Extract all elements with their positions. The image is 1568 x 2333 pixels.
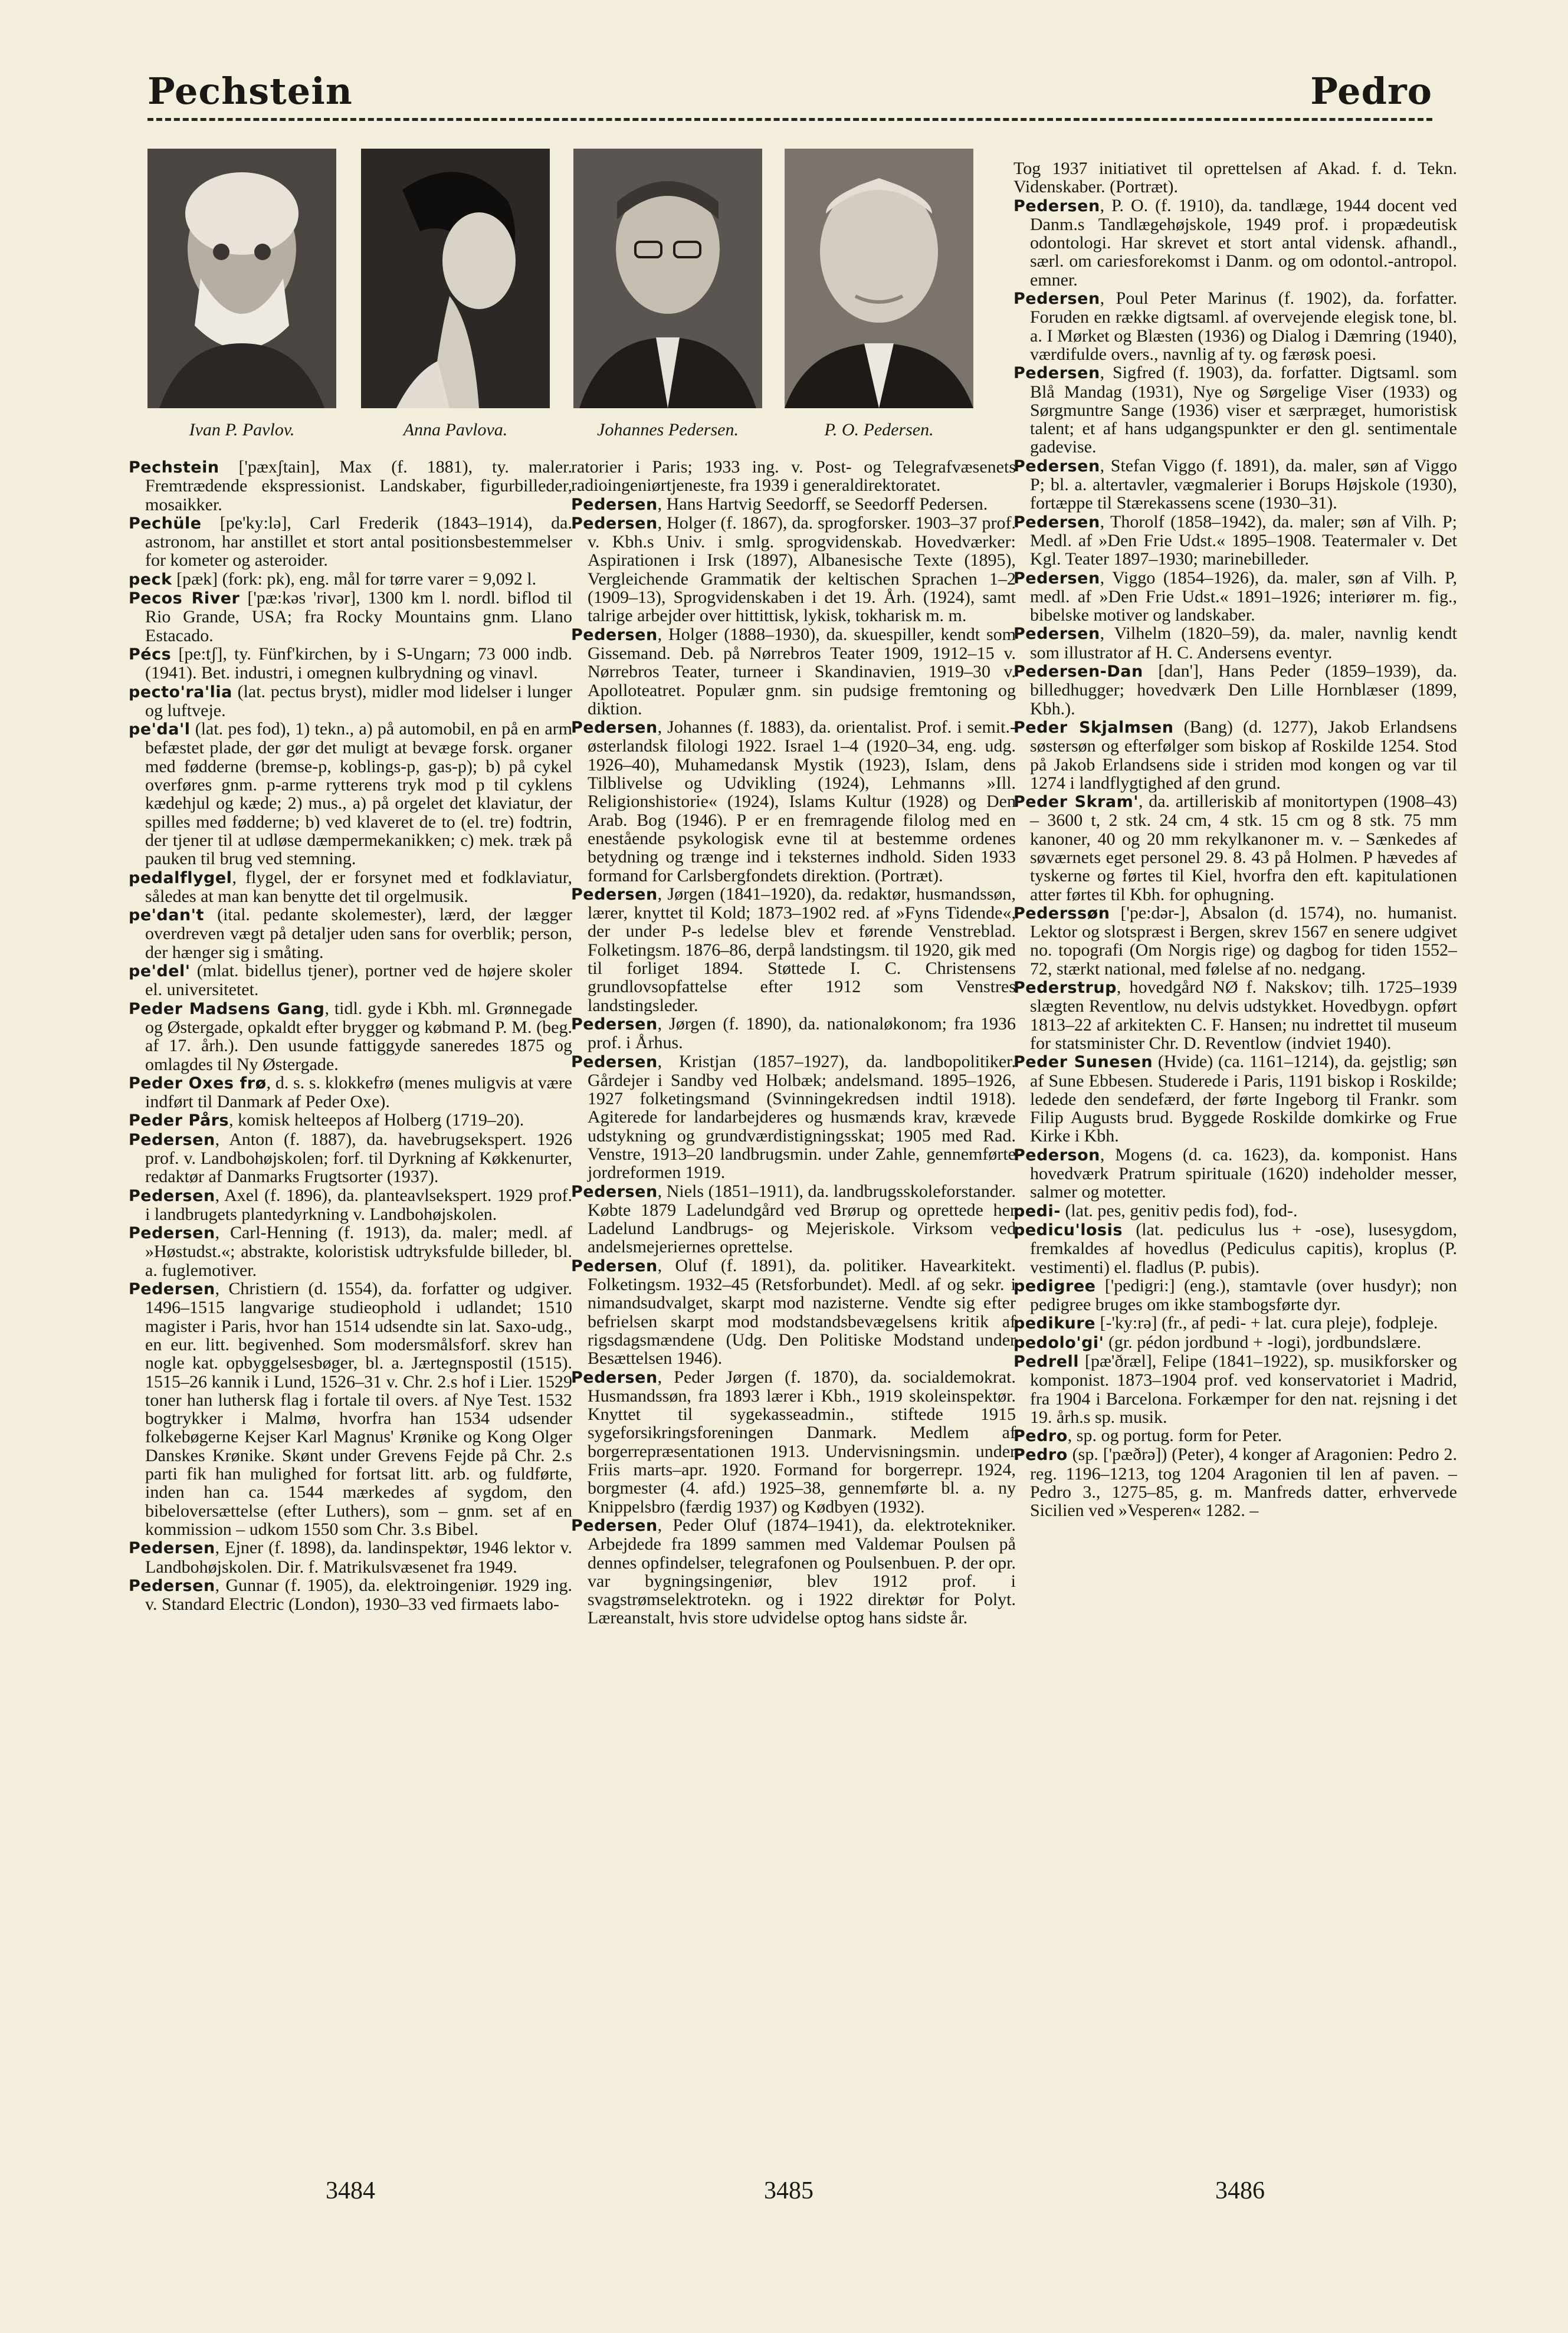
- entry-body: (mlat. bidellus tjener), portner ved de højere skoler el. universitetet.: [145, 961, 572, 1000]
- dictionary-entry: [571, 1052, 1016, 1182]
- entry-body: [pæk] (fork: pk), eng. mål for tørre varer = 9,092 l.: [172, 569, 537, 589]
- entry-body: , Holger (1888–1930), da. skuespiller, kendt som Gissemand. Deb. på Nørrebros Teater 1909, 1912–15 v. Nørrebros Teater, turneer i Skandinavien, 1919–30 v. Apolloteatret. Populær gnm. sin pudsige fremtoning og diktion.: [588, 624, 1016, 718]
- entry-body: , Vilhelm (1820–59), da. maler, navnlig kendt som illustrator af H. C. Andersens eventyr.: [1030, 624, 1457, 662]
- dictionary-entry: [129, 868, 572, 906]
- dictionary-entry: Tog 1937 initiativet til oprettelsen af Akad. f. d. Tekn. Videnskaber. (Portræt).: [1013, 159, 1457, 197]
- entry-headword: Pedersen: [129, 1280, 215, 1299]
- entry-headword: Pedersen: [129, 1130, 215, 1149]
- entry-headword: Pedro: [1013, 1427, 1068, 1446]
- portrait-photo-j-pedersen: [573, 149, 762, 408]
- entry-headword: Pedersen: [571, 495, 658, 514]
- entry-headword: pedicu'losis: [1013, 1220, 1123, 1239]
- entry-headword: pedalflygel: [129, 868, 232, 887]
- entry-headword: pedikure: [1013, 1314, 1096, 1333]
- dictionary-entry: [129, 720, 572, 868]
- portrait-photo-icon: [785, 149, 973, 408]
- dictionary-entry: [571, 718, 1016, 885]
- entry-headword: Pedersen: [1013, 196, 1100, 215]
- entry-body: , Poul Peter Marinus (f. 1902), da. forfatter. Foruden en række digtsaml. af overvejende elegisk tone, bl. a. I Mørket og Blæsten (1936) og Dialog i Dæmring (1940), værdifulde overs., navnlig af ty. og færøsk poesi.: [1030, 288, 1457, 364]
- header-rule: [147, 118, 1432, 121]
- entry-body: (lat. pes, genitiv pedis fod), fod-.: [1060, 1200, 1298, 1220]
- entry-headword: Pedersen: [571, 1256, 658, 1275]
- entry-headword: Pécs: [129, 645, 172, 664]
- entry-headword: Pechstein: [129, 458, 219, 477]
- portrait-row: [147, 149, 973, 420]
- dictionary-entry: [129, 1538, 572, 1576]
- entry-headword: Pederssøn: [1013, 904, 1110, 923]
- entry-headword: Pedersen: [571, 1182, 658, 1201]
- text-column-1: [129, 458, 572, 2133]
- entry-headword: Pedersen: [1013, 513, 1100, 531]
- dictionary-entry: [1013, 1352, 1457, 1426]
- dictionary-entry: [571, 1368, 1016, 1516]
- entry-body: , Anton (f. 1887), da. havebrugsekspert. 1926 prof. v. Landbohøjskolen; forf. til Dyrkning af Køkkenurter, redaktør af Danmarks Frugtsorter (1937).: [145, 1129, 572, 1187]
- entry-headword: Pedersen-Dan: [1013, 662, 1143, 681]
- entry-headword: Pedersen: [571, 1052, 658, 1071]
- photo-caption: Ivan P. Pavlov.: [189, 420, 295, 439]
- entry-body: , Sigfred (f. 1903), da. forfatter. Digtsaml. som Blå Mandag (1931), Nye og Sørgelige Viser (1933) og Sørgmuntre Sange (1936) viser et særpræget, humoristisk talent; et af hans udgangspunkter er den gl. sentimentale gadevise.: [1030, 363, 1457, 457]
- portrait-photo-pavlov: [147, 149, 336, 408]
- dictionary-entry: [571, 1516, 1016, 1627]
- dictionary-entry: [129, 589, 572, 645]
- entry-headword: peck: [129, 570, 172, 589]
- entry-body: ['pæxʃtain], Max (f. 1881), ty. maler. Fremtrædende ekspressionist. Landskaber, figurbilleder, mosaikker.: [145, 458, 572, 514]
- photo-caption: Anna Pavlova.: [403, 420, 508, 439]
- dictionary-entry: [1013, 1277, 1457, 1314]
- dictionary-entry: [1013, 457, 1457, 513]
- dictionary-entry: [1013, 1314, 1457, 1333]
- entry-body: (ital. pedante skolemester), lærd, der lægger overdreven vægt på detaljer uden sans for overblik; person, der hænger sig i småting.: [145, 905, 572, 962]
- entry-body: , Gunnar (f. 1905), da. elektroingeniør. 1929 ing. v. Standard Electric (London), 1930–33 ved firmaets labo-: [145, 1575, 572, 1615]
- dictionary-entry: [1013, 363, 1457, 456]
- entry-body: , Johannes (f. 1883), da. orientalist. Prof. i semit.-østerlandsk filologi 1922. Israel 1–4 (1920–34, eng. udg. 1926–40), Muhamedansk Mystik (1923), Islam, dens Tilblivelse og Udvikling (1924), Lehmanns »Ill. Religionshistorie« (1924), Islams Kultur (1928) og Den Arab. Bog (1946). P er en fremragende filolog med en enestående psykologisk evne til at bestemme ordenes betydning og trænge ind i teksternes indhold. Siden 1933 formand for Carlsbergfondets direktion. (Portræt).: [588, 717, 1016, 885]
- entry-headword: Pedersen: [571, 885, 658, 904]
- entry-body: , Oluf (f. 1891), da. politiker. Havearkitekt. Folketingsm. 1932–45 (Retsforbundet). Medl. af og sekr. i nimandsudvalget, skarpt mod nazisterne. Vendte sig efter befrielsen skarpt mod modstandsbevægelsens kritik af rigsdagsmændene (Udg. Den Politiske Modstand under Besættelsen 1946).: [588, 1255, 1016, 1369]
- entry-body: (lat. pes fod), 1) tekn., a) på automobil, en på en arm befæstet plade, der gør det muligt at bevæge forsk. organer med fødderne (bremse-p, koblings-p, gas-p); b) på cykel overføres gnm. p-arme rytterens tryk mod p til cyklens kædehjul og kæde; 2) mus., a) på orgelet det klaviatur, der spilles med fødderne; b) ved klaveret de to (el. tre) fodtrin, der tjener til at udløse dæmpermekanikken; c) mek. træk på pauken til brug ved stemning.: [145, 719, 572, 869]
- entry-headword: Peder Madsens Gang: [129, 999, 325, 1018]
- running-head-right: Pedro: [1310, 70, 1432, 113]
- entry-body: (lat. pediculus lus + -ose), lusesygdom, fremkaldes af hovedlus (Pediculus capitis), kroplus (P. vestimenti) el. fladlus (P. pubis).: [1030, 1219, 1457, 1277]
- entry-body: , Peder Jørgen (f. 1870), da. socialdemokrat. Husmandssøn, fra 1893 lærer i Kbh., 1919 skoleinspektør. Knyttet til sygekasseadmin., stiftede 1915 sygeforsikringsforeningen Danmark. Medlem af borgerrepræsentationen 1913. Undervisningsmin. under Friis marts–apr. 1920. Formand for borgerrepr. 1924, borgmester (4. afd.) 1925–38, gennemførte bl. a. ny Knippelsbro (færdig 1937) og Kødbyen (1932).: [588, 1367, 1016, 1517]
- entry-headword: Pedersen: [1013, 290, 1100, 309]
- entry-headword: Pecos River: [129, 589, 240, 608]
- entry-body: [dan'], Hans Peder (1859–1939), da. billedhugger; hovedværk Den Lille Hornblæser (1899, Kbh.).: [1030, 661, 1457, 718]
- dictionary-entry: [1013, 196, 1457, 289]
- dictionary-entry: [129, 1074, 572, 1111]
- entry-headword: pedolo'gi': [1013, 1333, 1104, 1352]
- entry-headword: Peder Sunesen: [1013, 1053, 1153, 1072]
- dictionary-entry: [1013, 792, 1457, 904]
- dictionary-entry: [1013, 978, 1457, 1052]
- entry-headword: Pedersen: [1013, 457, 1100, 475]
- dictionary-entry: [129, 1279, 572, 1538]
- entry-body: , Hans Hartvig Seedorff, se Seedorff Pedersen.: [657, 494, 988, 514]
- dictionary-entry: [571, 495, 1016, 514]
- dictionary-entry: [129, 1576, 572, 1614]
- entry-headword: Pedro: [1013, 1446, 1068, 1465]
- entry-headword: Pedersen: [1013, 569, 1100, 588]
- entry-headword: Pedersen: [571, 1368, 658, 1387]
- dictionary-entry: [1013, 1445, 1457, 1520]
- dictionary-entry: [129, 999, 572, 1074]
- entry-body: , tidl. gyde i Kbh. ml. Grønnegade og Østergade, opkaldt efter brygger og købmand P. M. (beg. af 17. årh.). Den usunde fattiggyde saneredes 1875 og omlagdes til Ny Østergade.: [145, 998, 572, 1074]
- dictionary-entry: [1013, 1333, 1457, 1352]
- dictionary-entry: [571, 1182, 1016, 1256]
- dictionary-entry: [129, 1111, 572, 1130]
- entry-headword: pedi-: [1013, 1202, 1061, 1220]
- entry-body: , Holger (f. 1867), da. sprogforsker. 1903–37 prof. v. Kbh.s Univ. i smlg. sprogvidenskab. Hovedværker: Aspirationen i Irsk (1897), Albanesische Texte (1895), Vergleichende Grammatik der keltischen Sprachen 1–2 (1909–13), Sprogvidenskaben i det 19. Årh. (1924), samt talrige arbejder over hittittisk, lykisk, tokharisk m. m.: [588, 513, 1016, 626]
- entry-body: [pe:tʃ], ty. Fünf'kirchen, by i S-Ungarn; 73 000 indb. (1941). Bet. industri, i omegnen kulbrydning og vinavl.: [145, 644, 572, 683]
- entry-body: , Thorolf (1858–1942), da. maler; søn af Vilh. P; Medl. af »Den Frie Udst.« 1895–1908. Teatermaler v. Det Kgl. Teater 1897–1930; marinebilleder.: [1030, 511, 1457, 569]
- portrait-photo-icon: [147, 149, 336, 408]
- entry-headword: Pedersen: [571, 1516, 658, 1535]
- portrait-photo-icon: [573, 149, 762, 408]
- dictionary-entry: [129, 570, 572, 589]
- entry-body: (sp. ['pæðrə]) (Peter), 4 konger af Aragonien: Pedro 2. reg. 1196–1213, tog 1204 Aragonien til len af paven. – Pedro 3., 1275–85, g. m. Manfreds datter, erhvervede Sicilien ved »Vesperen« 1282. –: [1030, 1445, 1457, 1521]
- text-column-2: [571, 458, 1016, 2157]
- entry-body: , sp. og portug. form for Peter.: [1067, 1426, 1282, 1446]
- page-number: 3486: [1215, 2177, 1265, 2204]
- entry-headword: Pedersen: [129, 1224, 215, 1243]
- entry-headword: Pedersen: [129, 1186, 215, 1205]
- entry-body: , Mogens (d. ca. 1623), da. komponist. Hans hovedværk Pratrum spirituale (1620) indeholder messer, salmer og motetter.: [1030, 1144, 1457, 1202]
- entry-headword: Pechüle: [129, 514, 202, 533]
- portrait-photo-pavlova: [361, 149, 550, 408]
- dictionary-entry: [1013, 1146, 1457, 1202]
- dictionary-entry: [129, 962, 572, 999]
- dictionary-entry: [1013, 1052, 1457, 1145]
- entry-headword: pecto'ra'lia: [129, 682, 232, 701]
- entry-body: , Christiern (d. 1554), da. forfatter og udgiver. 1496–1515 langvarige studieophold i udlandet; 1510 magister i Paris, hvor han 1514 udsendte sin lat. Saxo-udg., en eur. litt. begivenhed. Som modersmålsforf. skrev han nogle kat. opbyggelsesbøger, bl. a. Jærtegnspostil (1515). 1515–26 kannik i Lund, 1526–31 v. Chr. 2.s hof i Lier. 1529 toner han luthersk flag i fortale til overs. af Nye Test. 1532 bogtrykker i Malmø, hvorfra han 1534 udsender folkebøgerne Kejser Karl Magnus' Krønike og Kong Olger Danskes Krønike. Skønt under Grevens Fejde på Chr. 2.s parti fik han mulighed for fortsat litt. arb. og fuldførte, inden han ca. 1544 mærkedes af sygdom, den bibeloversættelse (efter Luthers), som – gnm. set af en kommission – udkom 1550 som Chr. 3.s Bibel.: [145, 1279, 572, 1539]
- dictionary-entry: [129, 905, 572, 962]
- entry-body: ['pe:dər-], Absalon (d. 1574), no. humanist. Lektor og slotspræst i Bergen, skrev 1567 en senere udgivet no. topografi (Om Norgis rige) og dagbog for tiden 1552–72, stærkt national, med følelse af no. nedgang.: [1030, 903, 1457, 979]
- entry-body: , hovedgård NØ f. Nakskov; tilh. 1725–1939 slægten Reventlow, nu delvis udstykket. Hovedbygn. opført 1813–22 af arkitekten C. F. Hansen; nu indrettet til museum for statsminister Chr. D. Reventlow (indviet 1940).: [1030, 977, 1457, 1053]
- entry-headword: pe'dan't: [129, 906, 204, 925]
- dictionary-entry: [571, 1015, 1016, 1052]
- entry-body: , Kristjan (1857–1927), da. landbopolitiker. Gårdejer i Sandby ved Holbæk; andelsmand. 1895–1926, 1927 folketingsmand (Svinningekredsen indtil 1918). Agiterede for landarbejderes og husmænds krav, krævede udstykning og grundværdistigningsskat; 1905 med Rad. Venstre, 1913–20 landbrugsmin. under Zahle, gennemførte jordreformen 1919.: [588, 1051, 1016, 1183]
- entry-headword: Peder Skjalmsen: [1013, 718, 1174, 737]
- dictionary-entry: [571, 885, 1016, 1015]
- entry-body: , P. O. (f. 1910), da. tandlæge, 1944 docent ved Danm.s Tandlægehøjskole, 1949 prof. i propædeutisk odontologi. Har skrevet et stort antal vidensk. afhandl., særl. om cariesforekomst i Danm. og om odontol.-antropol. emner.: [1030, 195, 1457, 290]
- entry-body: [pe'ky:lə], Carl Frederik (1843–1914), da. astronom, har anstillet et stort antal positionsbestemmelser for kometer og asteroider.: [145, 513, 572, 570]
- entry-body: ['pæ:kəs 'rivər], 1300 km l. nordl. biflod til Rio Grande, USA; fra Rocky Mountains gnm. Llano Estacado.: [145, 588, 572, 645]
- dictionary-entry: [1013, 624, 1457, 662]
- dictionary-entry: [129, 514, 572, 570]
- entry-body: , Ejner (f. 1898), da. landinspektør, 1946 lektor v. Landbohøjskolen. Dir. f. Matrikulsvæsenet fra 1949.: [145, 1538, 572, 1577]
- entry-headword: Pedersen: [1013, 625, 1100, 644]
- entry-body: , Viggo (1854–1926), da. maler, søn af Vilh. P, medl. af »Den Frie Udst.« 1891–1926; interiører m. fig., bibelske motiver og landskaber.: [1030, 567, 1457, 625]
- entry-body: , flygel, der er forsynet med et fodklaviatur, således at man kan benytte det til orgelmusik.: [145, 867, 572, 906]
- dictionary-entry: [129, 1130, 572, 1186]
- page-number: 3484: [326, 2177, 375, 2204]
- entry-body: , Axel (f. 1896), da. planteavlsekspert. 1929 prof. i landbrugets plantedyrkning v. Landbohøjskolen.: [145, 1185, 572, 1224]
- entry-body: ['pedigri:] (eng.), stamtavle (over husdyr); non pedigree bruges om ikke stambogsførte dyr.: [1030, 1275, 1457, 1315]
- entry-body: , Carl-Henning (f. 1913), da. maler; medl. af »Høstudst.«; abstrakte, koloristisk udtryksfulde billeder, bl. a. fuglemotiver.: [145, 1223, 572, 1280]
- entry-headword: Pederson: [1013, 1146, 1100, 1164]
- entry-headword: Pedersen: [129, 1539, 215, 1558]
- running-head-left: Pechstein: [147, 70, 353, 113]
- entry-body: , komisk helteepos af Holberg (1719–20).: [229, 1110, 524, 1130]
- entry-body: , Niels (1851–1911), da. landbrugsskoleforstander. Købte 1879 Ladelundgård ved Brørup og oprettede her Ladelund Landbrugs- og Mejeriskole. Virksom ved andelsmejeriernes oprettelse.: [588, 1181, 1016, 1257]
- dictionary-entry: ratorier i Paris; 1933 ing. v. Post- og Telegrafvæsenets radioingeniørtjeneste, fra 1939 i generaldirektoratet.: [571, 458, 1016, 496]
- entry-body: [pæ'ðræl], Felipe (1841–1922), sp. musikforsker og komponist. 1873–1904 prof. ved konservatoriet i Madrid, fra 1904 i Barcelona. Forkæmper for den nat. rejsning i det 19. årh.s sp. musik.: [1030, 1351, 1457, 1427]
- portrait-photo-po-pedersen: [785, 149, 973, 408]
- entry-body: [-'ky:rə] (fr., af pedi- + lat. cura pleje), fodpleje.: [1095, 1313, 1438, 1333]
- dictionary-entry: [571, 1256, 1016, 1368]
- entry-headword: Pedersen: [129, 1576, 215, 1595]
- entry-body: , Jørgen (1841–1920), da. redaktør, husmandssøn, lærer, knyttet til Kold; 1873–1902 red. af »Fyns Tidende«, der under P-s ledelse blev et førende Venstreblad. Folketingsm. 1876–86, derpå landstingsm. til 1920, gik med til forliget 1894. Støttede I. C. Christensens grundlovsopfattelse efter 1912 som Venstres landstingsleder.: [588, 884, 1016, 1015]
- entry-body: , da. artilleriskib af monitortypen (1908–43) – 3600 t, 2 stk. 24 cm, 4 stk. 15 cm og 8 stk. 75 mm kanoner, 40 og 20 mm rekylkanoner m. v. – Sænkedes af søværnets eget personel 29. 8. 43 på Holmen. P hævedes af tyskerne og førtes til Kiel, hvorfra den eft. kapitulationen atter førtes til Kbh. for ophugning.: [1030, 792, 1457, 904]
- portrait-photo-icon: [361, 149, 550, 408]
- text-column-3: [1013, 159, 1457, 2159]
- dictionary-entry: [571, 514, 1016, 625]
- dictionary-entry: [1013, 513, 1457, 569]
- entry-body: (gr. pédon jordbund + -logi), jordbundslære.: [1104, 1332, 1422, 1352]
- entry-headword: Pedersen: [571, 625, 658, 644]
- entry-body: , d. s. s. klokkefrø (menes muligvis at være indført til Danmark af Peder Oxe).: [145, 1072, 572, 1112]
- entry-headword: pe'del': [129, 962, 191, 981]
- dictionary-entry: [1013, 1220, 1457, 1277]
- entry-body: (Bang) (d. 1277), Jakob Erlandsens søstersøn og efterfølger som biskop af Roskilde 1254. Stod på Jakob Erlandsens side i striden mod kongen og var til 1274 i landflygtighed af den grund.: [1030, 717, 1457, 793]
- entry-headword: pe'da'l: [129, 720, 191, 739]
- entry-headword: Pedersen: [1013, 364, 1100, 383]
- entry-headword: Pederstrup: [1013, 979, 1117, 997]
- photo-caption: P. O. Pedersen.: [824, 420, 934, 439]
- dictionary-entry: [1013, 1202, 1457, 1220]
- dictionary-entry: [129, 645, 572, 682]
- dictionary-entry: [571, 625, 1016, 718]
- dictionary-entry: [129, 682, 572, 720]
- entry-headword: Pedersen: [571, 514, 658, 533]
- entry-headword: Peder Skram': [1013, 793, 1139, 812]
- page-number: 3485: [764, 2177, 813, 2204]
- entry-headword: Peder Pårs: [129, 1111, 229, 1130]
- dictionary-entry: [129, 1223, 572, 1279]
- dictionary-entry: [1013, 904, 1457, 978]
- entry-headword: Pedrell: [1013, 1353, 1080, 1371]
- entry-body: , Peder Oluf (1874–1941), da. elektrotekniker. Arbejdede fra 1899 sammen med Valdemar Poulsen på dennes opfindelser, telegrafonen og Poulsenbuen. P. der opr. var bygningsingeniør, blev 1912 prof. i svagstrømselektrotekn. og i 1922 direktør for Polyt. Læreanstalt, hvis store udvidelse optog hans sidste år.: [588, 1515, 1016, 1628]
- dictionary-entry: [1013, 662, 1457, 718]
- photo-caption: Johannes Pedersen.: [597, 420, 739, 439]
- entry-headword: pedigree: [1013, 1277, 1096, 1295]
- entry-headword: Pedersen: [571, 718, 658, 737]
- entry-body: (Hvide) (ca. 1161–1214), da. gejstlig; søn af Sune Ebbesen. Studerede i Paris, 1191 biskop i Roskilde; ledede den sendefærd, der førte Ingeborg til Frankr. som Filip Augusts brud. Byggede Roskilde domkirke og Frue Kirke i Kbh.: [1030, 1052, 1457, 1146]
- dictionary-entry: [129, 1186, 572, 1224]
- entry-body: , Stefan Viggo (f. 1891), da. maler, søn af Viggo P; bl. a. altertavler, vægmalerier i Borups Højskole (1930), fortæppe til Stærekassens scene (1930–31).: [1030, 455, 1457, 513]
- dictionary-entry: [1013, 718, 1457, 792]
- entry-headword: Pedersen: [571, 1015, 658, 1033]
- dictionary-entry: [1013, 1426, 1457, 1445]
- entry-body: , Jørgen (f. 1890), da. nationaløkonom; fra 1936 prof. i Århus.: [588, 1013, 1016, 1053]
- dictionary-entry: [129, 458, 572, 514]
- dictionary-entry: [1013, 289, 1457, 363]
- dictionary-entry: [1013, 569, 1457, 625]
- entry-headword: Peder Oxes frø: [129, 1074, 267, 1092]
- entry-body: (lat. pectus bryst), midler mod lidelser i lunger og luftveje.: [145, 681, 572, 720]
